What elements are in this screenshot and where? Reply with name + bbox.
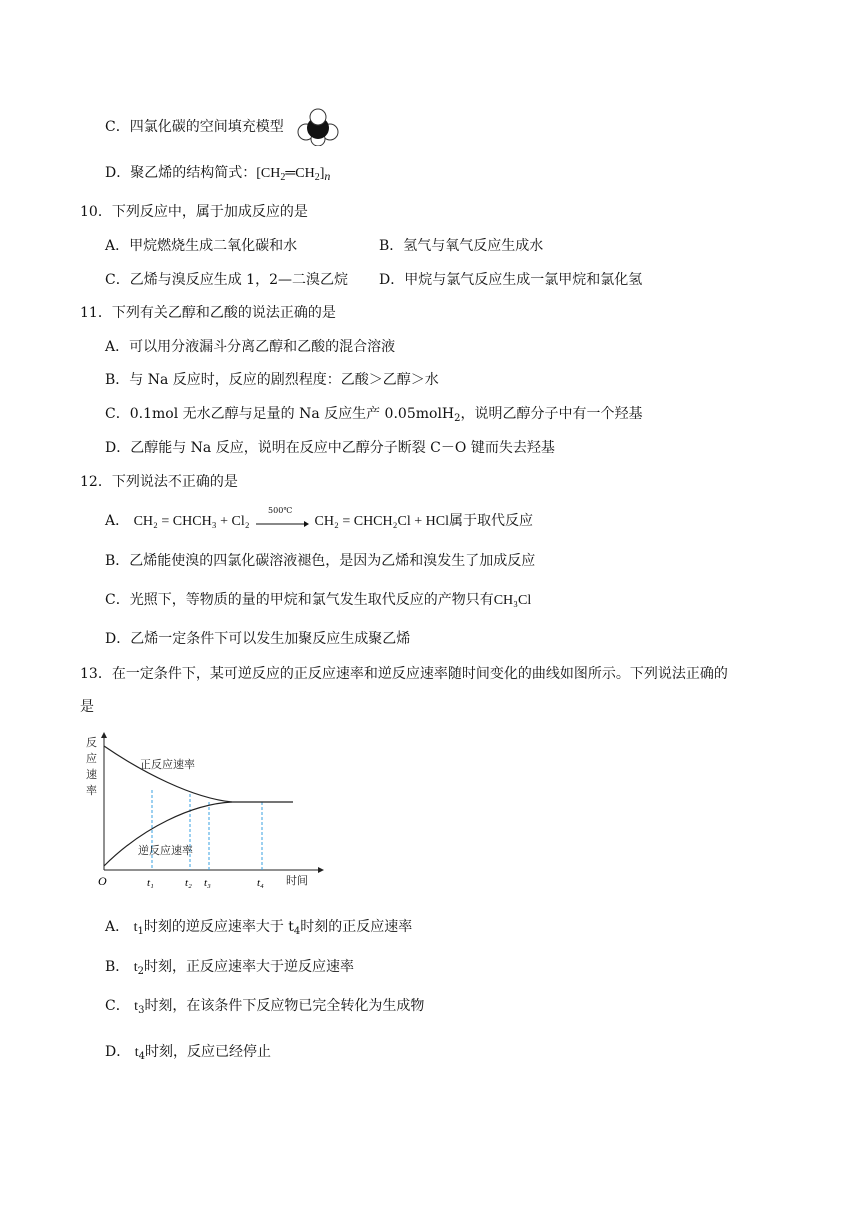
formula-subscript: 2 xyxy=(454,413,461,424)
option-label: C． xyxy=(105,592,130,608)
y-axis-label-char: 率 xyxy=(86,784,97,797)
q12-option-b xyxy=(105,551,535,571)
question-number: 13． xyxy=(80,666,112,682)
option-text: 时刻，反应已经停止 xyxy=(144,1044,271,1060)
option-text: 聚乙烯的结构简式： xyxy=(130,165,257,181)
q10-option-d xyxy=(379,270,642,290)
option-label: B． xyxy=(105,553,130,569)
y-axis-arrow-icon xyxy=(101,732,107,738)
formula: CH₃Cl xyxy=(493,593,532,608)
option-label: A． xyxy=(105,513,130,529)
tick-t1: t₁ xyxy=(147,877,154,889)
bracket-right: ] xyxy=(319,166,325,181)
option-label: C． xyxy=(105,406,130,422)
formula-subscript: 2 xyxy=(280,172,286,183)
reaction-arrow xyxy=(254,506,310,528)
q11-option-c xyxy=(105,404,643,429)
question-number: 11． xyxy=(80,305,112,321)
q11-option-d xyxy=(105,438,555,458)
question-text: 下列反应中，属于加成反应的是 xyxy=(111,204,308,220)
time-symbol: t xyxy=(134,1045,139,1060)
time-subscript: 4 xyxy=(138,1051,145,1062)
q10-stem xyxy=(80,202,308,222)
tick-t4: t₄ xyxy=(257,877,264,889)
option-label: D． xyxy=(379,272,405,288)
option-label: B． xyxy=(105,959,130,975)
time-symbol: t xyxy=(134,999,139,1014)
option-label: D． xyxy=(105,631,131,647)
option-text: 时刻的正反应速率 xyxy=(300,919,413,935)
option-label: D． xyxy=(105,165,131,181)
q10-option-c xyxy=(105,270,348,290)
x-axis-label: 时间 xyxy=(286,874,308,887)
option-text: 四氯化碳的空间填充模型 xyxy=(129,119,284,135)
tick-t2: t₂ xyxy=(185,877,192,889)
q11-option-b xyxy=(105,370,439,390)
q12-option-d xyxy=(105,629,410,649)
option-text: 甲烷与氯气反应生成一氯甲烷和氯化氢 xyxy=(404,272,643,288)
tick-t3: t₃ xyxy=(204,877,211,889)
q9-option-d xyxy=(105,163,330,188)
option-label: B． xyxy=(105,372,130,388)
option-text: 乙烯与溴反应生成 1，2—二溴乙烷 xyxy=(129,272,348,288)
question-text: 在一定条件下，某可逆反应的正反应速率和逆反应速率随时间变化的曲线如图所示。下列说法正确的 xyxy=(111,666,728,682)
option-text: 0.1mol 无水乙醇与足量的 Na 反应生产 0.05molH xyxy=(129,406,455,422)
q13-stem-line1 xyxy=(80,664,728,684)
rate-time-graph xyxy=(82,732,332,892)
question-number: 10． xyxy=(80,204,112,220)
q12-option-c xyxy=(105,590,531,611)
option-label: B． xyxy=(379,238,404,254)
question-text: 下列说法不正确的是 xyxy=(111,474,238,490)
option-text: 光照下，等物质的量的甲烷和氯气发生取代反应的产物只有 xyxy=(129,592,494,608)
y-axis-label-char: 速 xyxy=(86,768,97,781)
option-text: 可以用分液漏斗分离乙醇和乙酸的混合溶液 xyxy=(129,339,396,355)
option-label: C． xyxy=(105,998,130,1014)
time-symbol: t xyxy=(133,960,138,975)
time-subscript: 3 xyxy=(138,1005,145,1016)
origin-label: O xyxy=(98,874,107,888)
time-subscript: 2 xyxy=(137,966,145,977)
formula-part: CH xyxy=(295,166,315,181)
q11-stem xyxy=(80,303,336,323)
question-number: 12． xyxy=(80,474,112,490)
option-text: 乙醇能与 Na 反应，说明在反应中乙醇分子断裂 C－O 键而失去羟基 xyxy=(130,440,555,456)
double-bond: ═ xyxy=(285,166,296,181)
question-text: 是 xyxy=(80,699,94,715)
polyethylene-formula xyxy=(256,166,330,181)
option-label: A． xyxy=(105,919,130,935)
option-text: 与 Na 反应时，反应的剧烈程度：乙酸＞乙醇＞水 xyxy=(129,372,439,388)
option-text: 乙烯一定条件下可以发生加聚反应生成聚乙烯 xyxy=(130,631,411,647)
q10-option-a xyxy=(105,236,297,256)
option-label: C． xyxy=(105,119,130,135)
option-label: C． xyxy=(105,272,130,288)
bracket-left: [ xyxy=(256,166,261,181)
reverse-rate-label: 逆反应速率 xyxy=(138,844,193,857)
time-subscript: 4 xyxy=(293,926,301,937)
q9-option-c xyxy=(105,117,284,137)
option-text: 属于取代反应 xyxy=(448,513,533,529)
y-axis-label-char: 应 xyxy=(86,752,97,765)
option-text: 甲烷燃烧生成二氧化碳和水 xyxy=(129,238,298,254)
formula-subscript: 2 xyxy=(314,172,320,183)
option-label: A． xyxy=(105,238,130,254)
option-label: A． xyxy=(105,339,130,355)
x-axis-arrow-icon xyxy=(318,867,324,873)
q13-option-c xyxy=(105,996,424,1021)
q13-option-d xyxy=(105,1042,271,1067)
reaction-condition: 500℃ xyxy=(268,506,293,515)
option-text: 时刻，在该条件下反应物已完全转化为生成物 xyxy=(144,998,425,1014)
option-text: ，说明乙醇分子中有一个羟基 xyxy=(460,406,643,422)
option-text: 氢气与氧气反应生成水 xyxy=(403,238,544,254)
q10-option-b xyxy=(379,236,543,256)
y-axis-label-char: 反 xyxy=(86,736,97,749)
q13-option-b xyxy=(105,957,354,982)
formula-n: n xyxy=(324,169,331,183)
reaction-reactants: CH₂ = CHCH₃ + Cl₂ xyxy=(133,514,250,529)
option-text: 时刻，正反应速率大于逆反应速率 xyxy=(144,959,355,975)
question-text: 下列有关乙醇和乙酸的说法正确的是 xyxy=(111,305,336,321)
reaction-products: CH₂ = CHCH₂Cl + HCl xyxy=(314,514,449,529)
forward-rate-label: 正反应速率 xyxy=(140,758,195,771)
option-label: D． xyxy=(105,1044,131,1060)
formula-part: CH xyxy=(260,166,281,181)
option-label: D． xyxy=(105,440,131,456)
forward-rate-curve xyxy=(104,746,293,802)
q12-option-a xyxy=(105,506,533,532)
ccl4-space-filling-model-image xyxy=(297,108,339,146)
time-symbol: t xyxy=(133,920,138,935)
q13-stem-line2 xyxy=(80,697,94,717)
q12-stem xyxy=(80,472,238,492)
option-text: 时刻的逆反应速率大于 t xyxy=(143,919,294,935)
q13-option-a xyxy=(105,917,412,942)
q11-option-a xyxy=(105,337,395,357)
option-text: 乙烯能使溴的四氯化碳溶液褪色，是因为乙烯和溴发生了加成反应 xyxy=(129,553,536,569)
time-subscript: 1 xyxy=(137,926,144,937)
